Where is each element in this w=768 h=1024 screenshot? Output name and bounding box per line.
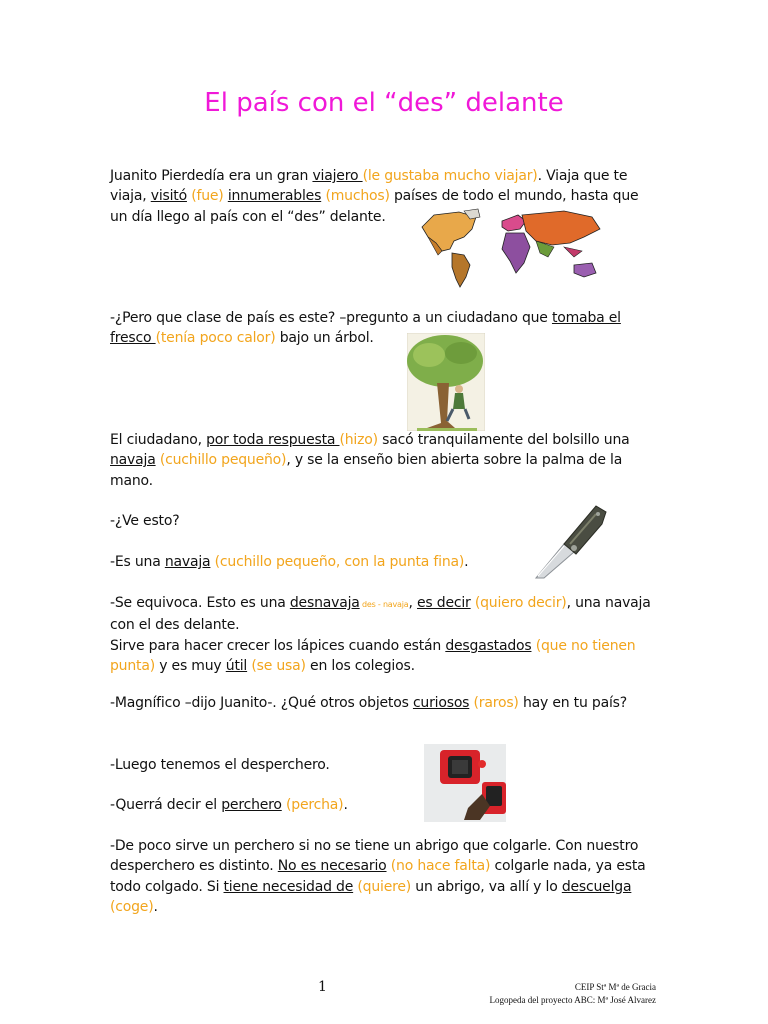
paragraph-2 [110,308,655,349]
vocab-word: desgastados [445,637,532,654]
world-map-image [414,207,606,292]
text: Juanito Pierdedía era un gran [110,168,313,184]
footer-credit: Logopeda del proyecto ABC: Mª José Alvarez [489,995,656,1005]
vocab-word: tiene necesidad de [223,878,354,895]
vocab-word: navaja [110,452,156,469]
vocab-word: descuelga [561,878,632,895]
text: -¿Ve esto? [110,513,180,529]
vocab-definition: (se usa) [247,657,306,674]
vocab-definition: (fue) [186,188,224,205]
tree-drawing-image [407,333,485,431]
vocab-word: útil [225,657,248,674]
vocab-hint: des - navaja [359,600,409,609]
vocab-word: curiosos [412,695,470,711]
text: -Querrá decir el [110,797,222,813]
text: . [464,554,469,570]
vocab-definition: (coge) [110,898,154,915]
text: -Es una [110,554,165,570]
vocab-word: visitó [150,188,187,205]
text: bajo un árbol. [275,330,374,347]
page-number: 1 [318,979,327,995]
paragraph-3 [110,430,655,491]
vocab-definition: (tenía poco calor) [155,330,276,347]
vocab-word: perchero [221,797,282,813]
vocab-word: por toda respuesta [206,432,340,448]
vocab-definition: (quiere) [353,878,412,895]
text: El ciudadano, [110,432,207,448]
text: . [343,797,348,813]
vocab-definition: (cuchillo pequeño, con la punta fina) [210,554,465,570]
text: -Luego tenemos el desperchero. [110,757,330,773]
vocab-word: navaja [164,554,211,570]
paragraph-10 [110,836,655,917]
text: un abrigo, va allí y lo [411,878,562,895]
text: . [153,898,158,915]
vocab-definition: (muchos) [321,188,390,205]
vocab-word: viajero [312,168,363,184]
page-title: El país con el “des” delante [204,88,564,118]
text: , [408,595,417,611]
paragraph-9 [110,795,655,815]
vocab-definition: (no hace falta) [386,858,491,875]
vocab-definition: (que no tienen punta) [110,637,636,674]
paragraph-5 [110,552,655,572]
vocab-word: tomaba el fresco [110,310,621,347]
text: -¿Pero que clase de país es este? –pregunto a un ciudadano que [110,310,552,326]
text: en los colegios. [305,657,415,674]
vocab-definition: (raros) [469,695,519,711]
vocab-definition: (hizo) [339,432,378,448]
text: países de todo el mundo, hasta que un día llego al país con el “des” delante. [110,188,639,225]
text: sacó tranquilamente del bolsillo una [377,432,630,448]
vocab-word: No es necesario [277,858,387,875]
vocab-word: innumerables [227,188,322,205]
paragraph-6 [110,593,655,676]
text: hay en tu país? [518,695,627,711]
footer-school: CEIP Stª Mª de Gracia [574,982,656,992]
vocab-definition: (percha) [281,797,344,813]
text: y es muy [154,657,226,674]
vocab-definition: (le gustaba mucho viajar) [362,168,538,184]
paragraph-7 [110,693,655,713]
text: , una navaja con el des delante. [110,595,651,634]
text: Sirve para hacer crecer los lápices cuando están [110,637,446,654]
text: , y se la enseño bien abierta sobre la palma de la mano. [110,452,623,489]
vocab-word: desnavaja [289,595,360,611]
vocab-definition: (quiero decir) [470,595,567,611]
vocab-word: es decir [417,595,471,611]
text: -Magnífico –dijo Juanito-. ¿Qué otros objetos [110,695,413,711]
text: -De poco sirve un perchero si no se tiene un abrigo que colgarle. Con nuestro desperchero es distinto. [110,838,639,875]
text: . Viaja que te viaja, [110,168,628,205]
text: colgarle nada, ya esta todo colgado. Si [110,858,646,895]
vocab-definition: (cuchillo pequeño) [155,452,287,469]
text: -Se equivoca. Esto es una [110,595,290,611]
paragraph-8 [110,755,655,775]
